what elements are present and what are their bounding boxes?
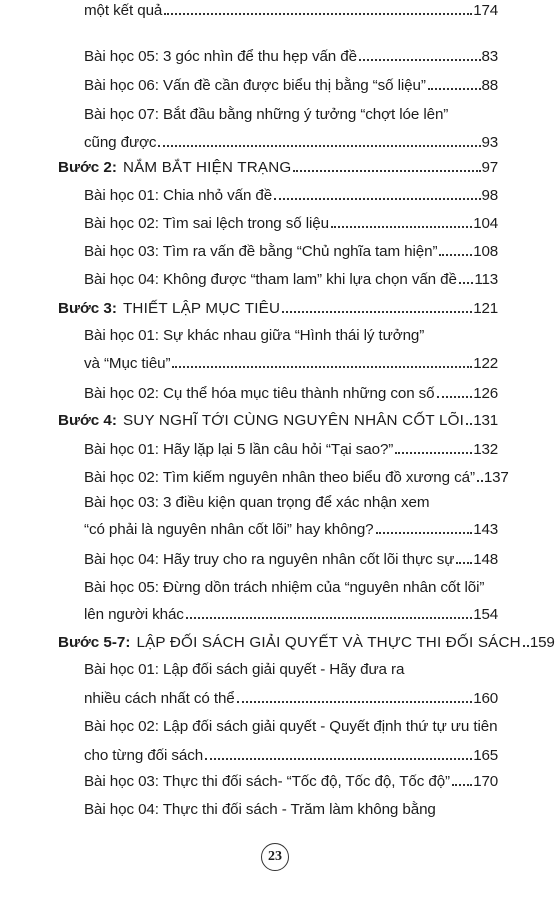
lesson-label: Bài học 04: [84, 801, 159, 818]
toc-line [84, 771, 498, 793]
lesson-title: Bắt đầu bằng những ý tưởng “chợt lóe lên” [163, 106, 449, 123]
lesson-label-and-title [84, 46, 357, 68]
lesson-label: Bài học 03: [84, 243, 159, 260]
lesson-label-and-title [84, 659, 404, 681]
lesson-title-continued: cũng được [84, 134, 157, 151]
lesson-label-and-title [84, 241, 437, 263]
lesson-title-continued: một kết quả [84, 2, 163, 19]
toc-line [84, 353, 498, 375]
lesson-label: Bài học 05: [84, 48, 159, 65]
step-label: Bước 3: [58, 300, 117, 317]
lesson-label: Bài học 04: [84, 551, 159, 568]
toc-lesson-row[interactable] [0, 519, 560, 541]
toc-line [84, 325, 498, 347]
toc-lesson-row[interactable] [0, 241, 560, 263]
step-title: THIẾT LẬP MỤC TIÊU [122, 300, 281, 317]
step-label: Bước 5-7: [58, 634, 131, 651]
lesson-label: Bài học 02: [84, 385, 159, 402]
dot-leader [282, 311, 472, 313]
lesson-label: Bài học 03: [84, 773, 159, 790]
page-number: 23 [268, 849, 282, 864]
toc-lesson-row[interactable] [0, 0, 560, 22]
dot-leader [158, 145, 480, 147]
page-ref: 131 [473, 412, 498, 429]
lesson-label-and-title [84, 716, 497, 738]
toc-line [84, 104, 498, 126]
lesson-title: Tìm kiếm nguyên nhân theo biểu đồ xương cá” [162, 469, 475, 486]
lesson-title-continued: nhiều cách nhất có thể [84, 690, 235, 707]
dot-leader [237, 701, 473, 703]
toc-lesson-row[interactable] [0, 716, 560, 738]
toc-line [84, 716, 498, 738]
dot-leader [466, 423, 472, 425]
dot-leader [456, 562, 472, 564]
dot-leader [186, 617, 472, 619]
lesson-label: Bài học 05: [84, 579, 159, 596]
lesson-title-continued: “có phải là nguyên nhân cốt lõi” hay không? [84, 521, 374, 538]
dot-leader [164, 13, 472, 15]
lesson-title: Thực thi đối sách- “Tốc độ, Tốc độ, Tốc độ” [162, 773, 450, 790]
dot-leader [331, 226, 472, 228]
step-title: SUY NGHĨ TỚI CÙNG NGUYÊN NHÂN CỐT LÕI [122, 412, 465, 429]
toc-lesson-row[interactable] [0, 269, 560, 291]
page-ref: 160 [473, 690, 498, 707]
toc-lesson-row[interactable] [0, 383, 560, 405]
page-ref: 137 [483, 469, 509, 486]
toc-line [84, 132, 498, 154]
toc-line [58, 410, 498, 432]
toc-lesson-row[interactable] [0, 771, 560, 793]
page-ref: 88 [481, 77, 498, 94]
dot-leader [439, 254, 472, 256]
toc-lesson-row[interactable] [0, 46, 560, 68]
toc-lesson-row[interactable] [0, 325, 560, 347]
toc-line [84, 577, 498, 599]
dot-leader [395, 452, 472, 454]
dot-leader [274, 198, 480, 200]
page-ref: 159 [529, 634, 555, 651]
lesson-label: Bài học 04: [84, 271, 159, 288]
lesson-label: Bài học 07: [84, 106, 159, 123]
lesson-title: Chia nhỏ vấn đề [163, 187, 273, 204]
lesson-label-and-title [84, 104, 448, 126]
page-ref: 83 [481, 48, 498, 65]
page-ref: 121 [473, 300, 498, 317]
step-title: LẬP ĐỐI SÁCH GIẢI QUYẾT VÀ THỰC THI ĐỐI SÁCH [136, 634, 521, 651]
page-ref: 113 [474, 271, 498, 288]
toc-lesson-row[interactable] [0, 659, 560, 681]
page-ref: 132 [473, 441, 498, 458]
dot-leader [477, 480, 483, 482]
lesson-label-and-title [84, 467, 475, 489]
toc-line [84, 46, 498, 68]
lesson-label: Bài học 02: [84, 215, 159, 232]
lesson-title: 3 góc nhìn để thu hẹp vấn đề [163, 48, 357, 65]
lesson-title-continued: cho từng đối sách [84, 747, 204, 764]
toc-line [58, 298, 498, 320]
step-label: Bước 4: [58, 412, 117, 429]
lesson-label-and-title [84, 771, 450, 793]
dot-leader [452, 784, 472, 786]
toc-line [58, 632, 555, 654]
lesson-label-and-title [84, 549, 454, 571]
toc-line [84, 604, 498, 626]
toc-lesson-row[interactable] [0, 467, 560, 489]
dot-leader [459, 282, 474, 284]
lesson-label: Bài học 01: [84, 661, 159, 678]
lesson-title: Tìm ra vấn đề bằng “Chủ nghĩa tam hiện” [162, 243, 438, 260]
step-title: NẮM BẮT HIỆN TRẠNG [122, 159, 292, 176]
toc-lesson-row[interactable] [0, 604, 560, 626]
toc-line [84, 519, 498, 541]
lesson-title: Tìm sai lệch trong số liệu [162, 215, 329, 232]
lesson-label: Bài học 03: [84, 494, 159, 511]
dot-leader [376, 532, 473, 534]
lesson-title-continued: và “Mục tiêu” [84, 355, 171, 372]
lesson-label: Bài học 06: [84, 77, 159, 94]
lesson-label-and-title [84, 383, 435, 405]
lesson-title: Hãy lặp lại 5 lần câu hỏi “Tại sao?” [163, 441, 394, 458]
toc-lesson-row[interactable] [0, 213, 560, 235]
toc-lesson-row[interactable] [0, 799, 560, 821]
lesson-label-and-title [84, 185, 272, 207]
toc-line [84, 549, 498, 571]
page-ref: 98 [481, 187, 498, 204]
page-ref: 126 [473, 385, 498, 402]
toc-line [84, 241, 498, 263]
lesson-label-and-title [84, 492, 429, 514]
dot-leader [428, 88, 481, 90]
toc-line [84, 0, 498, 22]
lesson-title-continued: lên người khác [84, 606, 184, 623]
lesson-label-and-title [84, 325, 424, 347]
lesson-label: Bài học 01: [84, 327, 159, 344]
step-label: Bước 2: [58, 159, 117, 176]
toc-lesson-row[interactable] [0, 745, 560, 767]
lesson-title: Đừng dồn trách nhiệm của “nguyên nhân cốt lõi” [163, 579, 485, 596]
page-ref: 122 [473, 355, 498, 372]
toc-line [84, 269, 498, 291]
toc-line [84, 799, 498, 821]
toc-line [84, 745, 498, 767]
dot-leader [172, 366, 472, 368]
toc-lesson-row[interactable] [0, 492, 560, 514]
toc-line [84, 659, 498, 681]
lesson-label: Bài học 02: [84, 718, 159, 735]
page-ref: 97 [481, 159, 498, 176]
toc-line [84, 467, 509, 489]
page-ref: 148 [473, 551, 498, 568]
toc-lesson-row[interactable] [0, 577, 560, 599]
toc-step-row[interactable] [0, 157, 560, 179]
toc-line [58, 157, 498, 179]
lesson-title: Lập đối sách giải quyết - Hãy đưa ra [163, 661, 405, 678]
lesson-label: Bài học 01: [84, 441, 159, 458]
lesson-title: 3 điều kiện quan trọng để xác nhận xem [163, 494, 430, 511]
lesson-label-and-title [84, 269, 457, 291]
lesson-label-and-title [84, 439, 393, 461]
lesson-title: Lập đối sách giải quyết - Quyết định thứ tự ưu tiên [163, 718, 498, 735]
toc-lesson-row[interactable] [0, 549, 560, 571]
toc-step-row[interactable] [0, 298, 560, 320]
lesson-label-and-title [84, 577, 484, 599]
toc-line [84, 439, 498, 461]
dot-leader [293, 170, 480, 172]
toc-step-row[interactable] [0, 632, 560, 654]
toc-lesson-row[interactable] [0, 132, 560, 154]
toc-line [84, 383, 498, 405]
dot-leader [437, 396, 473, 398]
toc-lesson-row[interactable] [0, 75, 560, 97]
lesson-title: Sự khác nhau giữa “Hình thái lý tưởng” [163, 327, 425, 344]
toc-lesson-row[interactable] [0, 185, 560, 207]
toc-line [84, 688, 498, 710]
lesson-title: Không được “tham lam” khi lựa chọn vấn đề [163, 271, 457, 288]
toc-lesson-row[interactable] [0, 104, 560, 126]
toc-step-row[interactable] [0, 410, 560, 432]
lesson-label-and-title [84, 213, 329, 235]
page-ref: 165 [473, 747, 498, 764]
toc-lesson-row[interactable] [0, 688, 560, 710]
page-ref: 108 [473, 243, 498, 260]
toc-line [84, 185, 498, 207]
page-ref: 170 [473, 773, 498, 790]
lesson-title: Hãy truy cho ra nguyên nhân cốt lõi thực sự [163, 551, 455, 568]
lesson-label: Bài học 01: [84, 187, 159, 204]
toc-line [84, 213, 498, 235]
page-number-badge [261, 843, 289, 871]
dot-leader [205, 758, 472, 760]
page-ref: 154 [473, 606, 498, 623]
page-ref: 174 [473, 2, 498, 19]
page-ref: 93 [481, 134, 498, 151]
lesson-title: Vấn đề cần được biểu thị bằng “số liệu” [163, 77, 426, 94]
page-ref: 104 [473, 215, 498, 232]
lesson-label-and-title [84, 75, 426, 97]
lesson-title: Cụ thể hóa mục tiêu thành những con số [163, 385, 435, 402]
dot-leader [523, 645, 529, 647]
lesson-title: Thực thi đối sách - Trăm làm không bằng [162, 801, 436, 818]
page-ref: 143 [473, 521, 498, 538]
toc-line [84, 75, 498, 97]
lesson-label: Bài học 02: [84, 469, 159, 486]
toc-lesson-row[interactable] [0, 439, 560, 461]
toc-line [84, 492, 498, 514]
lesson-label-and-title [84, 799, 436, 821]
dot-leader [359, 59, 481, 61]
toc-lesson-row[interactable] [0, 353, 560, 375]
